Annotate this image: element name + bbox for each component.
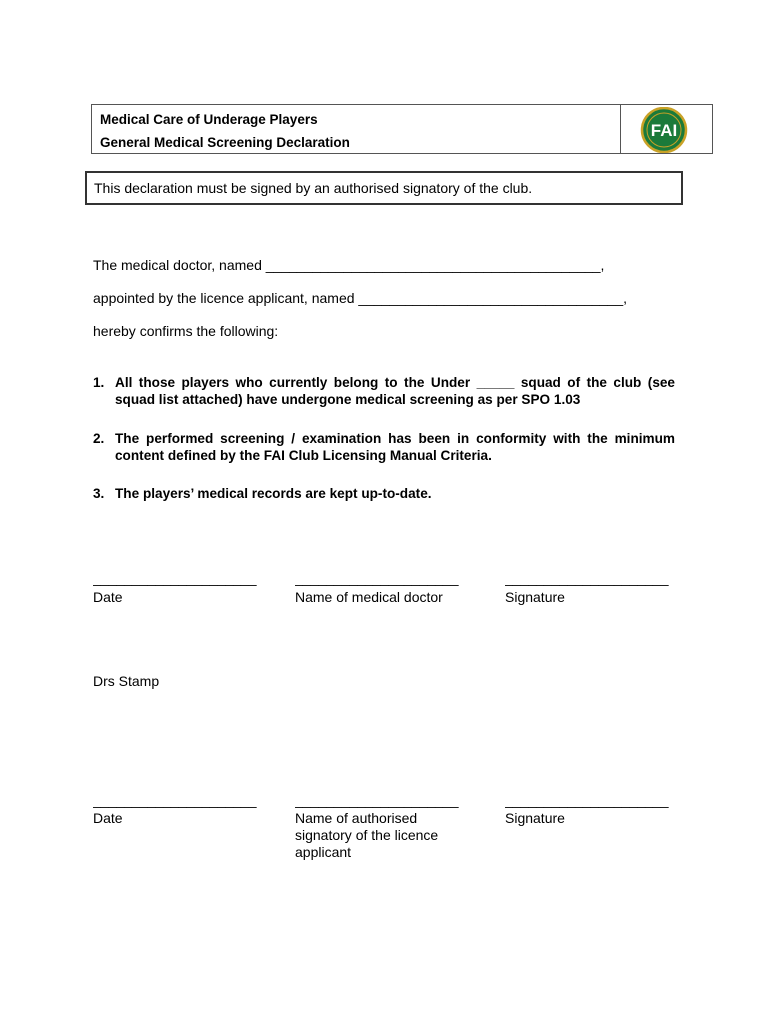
authorised-name-line: _____________________ [295, 792, 459, 808]
signature-label: Signature [505, 589, 565, 605]
list-item [93, 485, 678, 503]
date-line: _____________________ [93, 570, 257, 586]
list-item [93, 430, 678, 466]
fai-logo-icon [640, 107, 688, 153]
header-divider [620, 105, 621, 153]
notice-box: This declaration must be signed by an authorised signatory of the club. [85, 171, 683, 205]
doctor-name-label: Name of medical doctor [295, 589, 443, 605]
stamp-label: Drs Stamp [93, 673, 160, 689]
signature-line: _____________________ [505, 570, 669, 586]
header-table [91, 104, 713, 154]
doctor-name-signature-line: _____________________ [295, 570, 459, 586]
item-number: 1. [93, 375, 105, 390]
item-number: 2. [93, 431, 105, 446]
list-item [93, 374, 678, 410]
doctor-name-line: The medical doctor, named ___________________________________________, [93, 257, 605, 273]
signature-line: _____________________ [505, 792, 669, 808]
confirms-line: hereby confirms the following: [93, 323, 279, 339]
logo-text: FAI [650, 121, 678, 140]
date-line: _____________________ [93, 792, 257, 808]
item-number: 3. [93, 486, 105, 501]
signature-label: Signature [505, 810, 565, 826]
header-title-line2: General Medical Screening Declaration [100, 135, 350, 150]
date-label: Date [93, 810, 123, 826]
item-text: The performed screening / examination has been in conformity with the minimum content defined by the FAI Club Licensing Manual Criteria. [115, 431, 675, 463]
authorised-signatory-label: Name of authorised signatory of the licence applicant [295, 810, 439, 860]
header-title-line1: Medical Care of Underage Players [100, 112, 318, 127]
applicant-name-line: appointed by the licence applicant, named __________________________________, [93, 290, 628, 306]
header-titles [100, 108, 350, 154]
item-text: The players’ medical records are kept up-to-date. [115, 486, 432, 501]
fai-logo [640, 107, 688, 153]
item-text: All those players who currently belong to the Under _____ squad of the club (see squad list attached) have undergone medical screening as per SPO 1.03 [115, 375, 675, 407]
date-label: Date [93, 589, 123, 605]
